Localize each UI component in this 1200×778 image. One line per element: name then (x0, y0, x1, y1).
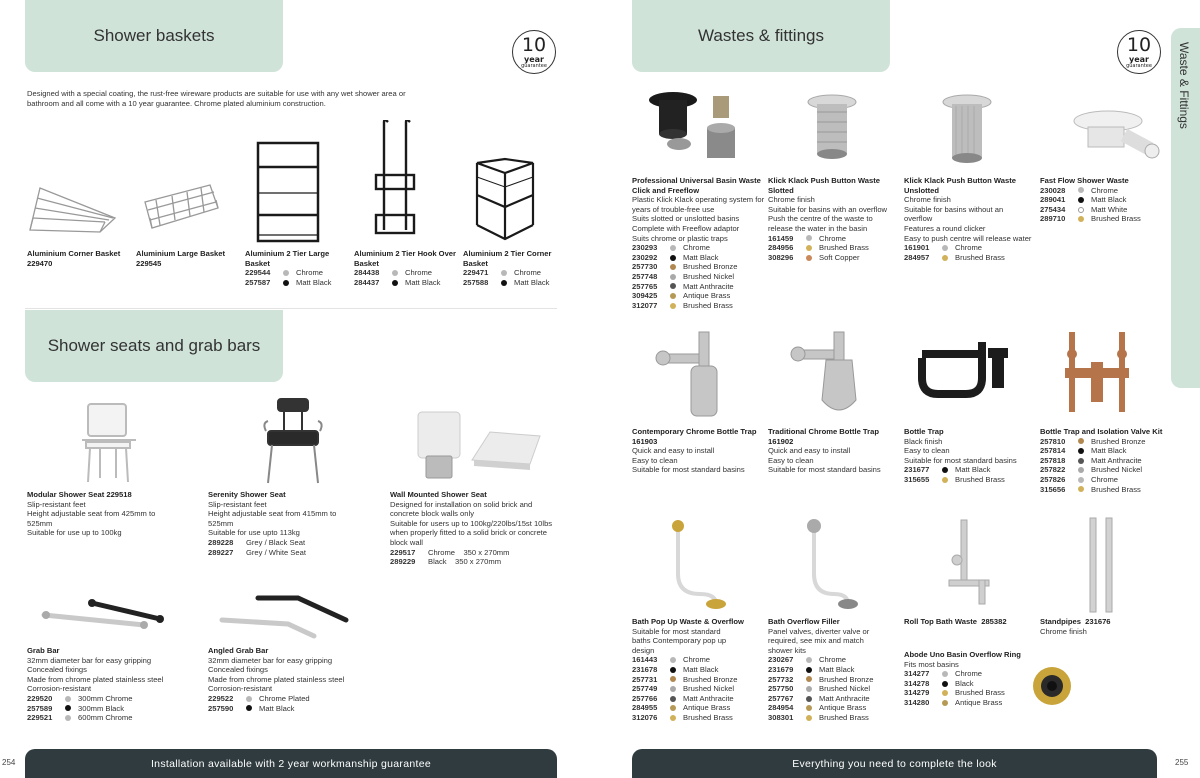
traditional-bottle-trap-image (790, 330, 865, 420)
code-row: 257589 300mm Black (27, 703, 125, 713)
code-row (768, 684, 898, 694)
code-row (1040, 465, 1168, 475)
product-code: 284954 (768, 703, 794, 713)
product-code: 161459 (768, 233, 794, 243)
code-row (904, 669, 1039, 679)
code-row (768, 703, 898, 713)
section-tab-shower-baskets: Shower baskets (25, 0, 283, 72)
corner-basket-image (25, 180, 120, 240)
finish-name: Brushed Nickel (683, 271, 735, 281)
finish-name: Matt Anthracite (683, 281, 734, 291)
product-code: 257748 (632, 271, 658, 281)
grab-bar-image (40, 595, 170, 640)
serenity-shower-seat-image (262, 395, 324, 487)
finish-name: Brushed Bronze (683, 262, 738, 272)
finish-name: Brushed Brass (683, 712, 733, 722)
code-row (632, 262, 767, 272)
finish-swatch (806, 255, 812, 261)
modular-shower-seat-image (80, 398, 140, 486)
finish-codes (632, 243, 767, 310)
code-row (632, 253, 767, 263)
product-code: 257750 (768, 684, 794, 694)
code-row (632, 665, 762, 675)
page-number: 255 (1175, 758, 1189, 767)
finish-swatch (1078, 486, 1084, 492)
intro-text: Designed with a special coating, the rust-free wireware products are suitable for use with any wet shower area or bathroom and all come with a 10 year guarantee. Chrome plated aluminium construction. (27, 89, 406, 108)
finish-name: Brushed Nickel (819, 684, 871, 694)
product-code: 309425 (632, 291, 658, 301)
finish-swatch (1078, 467, 1084, 473)
finish-name: Chrome (819, 233, 847, 243)
code-row (632, 243, 767, 253)
product-code: 257730 (632, 262, 658, 272)
code-row: 289227 Grey / White Seat (208, 547, 306, 557)
bath-overflow-filler-image (800, 518, 865, 613)
side-tab-waste-fittings[interactable]: Waste & Fittings (1171, 28, 1200, 388)
product-two-tier-hook-over-basket: Aluminium 2 Tier Hook Over Basket 284438 Chrome 284437 Matt Black (354, 249, 459, 287)
finish-swatch (806, 686, 812, 692)
finish-name: Brushed Bronze (1091, 436, 1146, 446)
finish-swatch (1078, 207, 1084, 213)
product-code: 308296 (768, 252, 794, 262)
wall-mounted-shower-seat-image (412, 408, 547, 483)
klick-klack-unslotted-image (940, 92, 995, 167)
code-row (1040, 456, 1168, 466)
code-row (632, 694, 762, 704)
product-grab-bar: Grab Bar 32mm diameter bar for easy gripping Concealed fixings Made from chrome plated stainless steel Corrosion-resistant 229520 300mm Chrome 257589 300mm Black 229521 600mm Chrome (27, 646, 192, 723)
finish-swatch (670, 657, 676, 663)
finish-swatch (670, 293, 676, 299)
finish-name: Matt Black (819, 664, 855, 674)
section-tab-shower-seats: Shower seats and grab bars (25, 310, 283, 382)
code-row (904, 698, 1039, 708)
product-code: 257814 (1040, 446, 1066, 456)
finish-swatch (670, 686, 676, 692)
product-code: 314278 (904, 678, 930, 688)
code-row (904, 475, 1034, 485)
finish-name: Brushed Nickel (683, 684, 735, 694)
finish-name: Soft Copper (819, 252, 860, 262)
product-bottle-trap-isolation-kit: Bottle Trap and Isolation Valve Kit 257810 Brushed Bronze 257814 Matt Black 257818 Matt Anthracite 257822 Brushed Nickel 257826 Chrome 315656 Brushed Brass (1040, 427, 1168, 494)
code-row: 229521 600mm Chrome (27, 713, 133, 723)
code-row (632, 703, 762, 713)
finish-swatch (670, 715, 676, 721)
guarantee-badge: 10 year guarantee (512, 30, 556, 74)
contemporary-bottle-trap-image (655, 330, 730, 420)
product-code: 257749 (632, 684, 658, 694)
code-row (904, 688, 1039, 698)
code-row (904, 465, 1034, 475)
product-bath-overflow-filler: Bath Overflow Filler Panel valves, diverter valve or required, see mix and match shower kits 230267 Chrome 231679 Matt Black 257732 Brushed Bronze 257750 Brushed Nickel 257767 Matt Anthracite 284954 Antique Brass 308301 Brushed Brass (768, 617, 898, 723)
finish-swatch (670, 255, 676, 261)
finish-swatch (942, 700, 948, 706)
finish-name: Chrome (683, 243, 711, 253)
finish-codes (1040, 186, 1168, 224)
divider (25, 308, 557, 309)
product-traditional-bottle-trap: Traditional Chrome Bottle Trap 161902 Quick and easy to install Easy to clean Suitable for most standard basins (768, 427, 881, 475)
code-row (632, 655, 762, 665)
product-contemporary-bottle-trap: Contemporary Chrome Bottle Trap 161903 Quick and easy to install Easy to clean Suitable for most standard basins (632, 427, 757, 475)
code-row (632, 291, 767, 301)
finish-swatch (942, 477, 948, 483)
code-row (632, 675, 762, 685)
section-tab-wastes-fittings: Wastes & fittings (632, 0, 890, 72)
finish-name: Brushed Bronze (683, 674, 738, 684)
product-two-tier-large-basket: Aluminium 2 Tier Large Basket 229544 Chrome 257587 Matt Black (245, 249, 350, 287)
standpipes-image (1082, 516, 1122, 616)
product-fast-flow-shower-waste: Fast Flow Shower Waste 230028 Chrome 289041 Matt Black 275434 Matt White 289710 Brushed Brass (1040, 176, 1168, 224)
finish-name: Antique Brass (683, 703, 731, 713)
product-code: 314279 (904, 688, 930, 698)
right-page (600, 0, 1200, 778)
code-row (1040, 437, 1168, 447)
finish-swatch (670, 245, 676, 251)
finish-name: Brushed Brass (955, 688, 1005, 698)
product-two-tier-corner-basket: Aluminium 2 Tier Corner Basket 229471 Chrome 257588 Matt Black (463, 249, 573, 287)
product-code: 230267 (768, 655, 794, 665)
finish-swatch (1078, 438, 1084, 444)
code-row: 284437 Matt Black (354, 277, 441, 287)
finish-swatch (1078, 216, 1084, 222)
product-code: 230028 (1040, 185, 1066, 195)
finish-swatch (942, 467, 948, 473)
product-code: 315656 (1040, 484, 1066, 494)
finish-codes (904, 243, 1032, 262)
code-row (632, 713, 762, 723)
finish-name: Chrome (955, 669, 983, 679)
product-code: 257826 (1040, 474, 1066, 484)
finish-name: Matt Black (1091, 195, 1127, 205)
product-universal-basin-waste: Professional Universal Basin Waste Click and Freeflow Plastic Klick Klack operating system for years of trouble-free use Suits slotted or unslotted basins Complete with Freeflow adaptor Suits chrome or plastic traps 230293 Chrome 230292 Matt Black 257730 Brushed Bronze 257748 Brushed Nickel 257765 Matt Anthracite 309425 Antique Brass 312077 Brushed Brass (632, 176, 767, 310)
code-row (1040, 485, 1168, 495)
product-code: 257765 (632, 281, 658, 291)
finish-swatch (806, 667, 812, 673)
roll-top-bath-waste-image (935, 518, 1005, 613)
finish-codes (904, 669, 1039, 707)
finish-name: Matt Black (955, 465, 991, 475)
product-code: 289041 (1040, 195, 1066, 205)
code-row (768, 665, 898, 675)
code-row: 229520 300mm Chrome (27, 693, 133, 703)
finish-name: Brushed Brass (955, 474, 1005, 484)
finish-swatch (1078, 477, 1084, 483)
finish-swatch (670, 283, 676, 289)
product-code: 284955 (632, 703, 658, 713)
two-tier-hook-over-basket-image (370, 120, 420, 245)
product-code: 308301 (768, 712, 794, 722)
finish-name: Matt White (1091, 204, 1128, 214)
product-code: 231679 (768, 664, 794, 674)
product-code: 257822 (1040, 465, 1066, 475)
finish-swatch (1078, 458, 1084, 464)
fast-flow-shower-waste-image (1070, 105, 1160, 170)
product-code: 289710 (1040, 214, 1066, 224)
finish-name: Black (955, 678, 974, 688)
finish-swatch (942, 681, 948, 687)
finish-codes (768, 234, 896, 263)
code-row (632, 684, 762, 694)
code-row: 289228 Grey / Black Seat (208, 537, 306, 547)
code-row (1040, 214, 1168, 224)
finish-swatch (942, 245, 948, 251)
product-serenity-shower-seat: Serenity Shower Seat Slip-resistant feet Height adjustable seat from 415mm to 525mm Suitable for use upto 113kg 289228 Grey / Black Seat 289227 Grey / White Seat (208, 490, 363, 557)
bath-pop-up-waste-image (660, 518, 730, 613)
code-row (632, 272, 767, 282)
finish-name: Brushed Bronze (819, 674, 874, 684)
code-row (904, 243, 1032, 253)
finish-name: Brushed Brass (683, 300, 733, 310)
finish-swatch (806, 657, 812, 663)
product-code: 257732 (768, 674, 794, 684)
code-row (768, 655, 898, 665)
code-row (768, 694, 898, 704)
finish-swatch (806, 235, 812, 241)
product-aluminium-large-basket: Aluminium Large Basket 229545 (136, 249, 226, 268)
code-row (768, 253, 896, 263)
finish-name: Matt Black (683, 252, 719, 262)
two-tier-corner-basket-image (467, 155, 542, 245)
code-row (768, 243, 896, 253)
finish-swatch (806, 715, 812, 721)
product-code: 257818 (1040, 455, 1066, 465)
code-row: 229471 Chrome (463, 268, 542, 278)
finish-name: Brushed Nickel (1091, 465, 1143, 475)
finish-name: Chrome (1091, 185, 1119, 195)
finish-swatch (1078, 197, 1084, 203)
code-row: 257587 Matt Black (245, 277, 332, 287)
finish-swatch (806, 676, 812, 682)
finish-swatch (670, 705, 676, 711)
footer-banner: Installation available with 2 year workmanship guarantee (25, 749, 557, 778)
product-code: 231678 (632, 664, 658, 674)
finish-name: Brushed Brass (819, 243, 869, 253)
finish-name: Matt Anthracite (819, 693, 870, 703)
finish-name: Matt Black (1091, 446, 1127, 456)
product-klick-klack-slotted: Klick Klack Push Button Waste Slotted Chrome finish Suitable for basins with an overflow Push the centre of the waste to release the water in the basin 161459 Chrome 284956 Brushed Brass 308296 Soft Copper (768, 176, 896, 262)
code-row (1040, 446, 1168, 456)
product-code: 314277 (904, 669, 930, 679)
code-row (632, 282, 767, 292)
code-row (1040, 186, 1168, 196)
product-code: 312076 (632, 712, 658, 722)
code-row: 229522 Chrome Plated (208, 693, 310, 703)
finish-name: Chrome (819, 655, 847, 665)
page-number: 254 (2, 758, 16, 767)
code-row (904, 679, 1039, 689)
finish-swatch (670, 264, 676, 270)
finish-swatch (670, 303, 676, 309)
code-row: 229544 Chrome (245, 268, 324, 278)
finish-codes (904, 465, 1034, 484)
finish-name: Matt Anthracite (683, 693, 734, 703)
product-code: 161901 (904, 243, 930, 253)
black-bottle-trap-image (918, 338, 1018, 398)
product-abode-overflow-ring: Abode Uno Basin Overflow Ring Fits most basins 314277 Chrome 314278 Black 314279 Brushed Brass 314280 Antique Brass (904, 650, 1039, 708)
product-code: 284957 (904, 252, 930, 262)
product-code: 230292 (632, 252, 658, 262)
two-tier-large-basket-image (250, 135, 325, 245)
product-code: 161443 (632, 655, 658, 665)
product-roll-top-bath-waste: Roll Top Bath Waste 285382 (904, 617, 1007, 626)
code-row (768, 713, 898, 723)
product-code: 315655 (904, 474, 930, 484)
finish-swatch (670, 274, 676, 280)
product-klick-klack-unslotted: Klick Klack Push Button Waste Unslotted Chrome finish Suitable for basins without an overflow Features a round clicker Easy to push centre will release water 161901 Chrome 284957 Brushed Brass (904, 176, 1032, 262)
finish-name: Brushed Brass (955, 252, 1005, 262)
code-row: 257590 Matt Black (208, 703, 295, 713)
finish-name: Matt Anthracite (1091, 455, 1142, 465)
product-code: 314280 (904, 697, 930, 707)
finish-swatch (670, 676, 676, 682)
finish-swatch (806, 696, 812, 702)
product-standpipes: Standpipes 231676 Chrome finish (1040, 617, 1111, 636)
finish-name: Antique Brass (955, 697, 1003, 707)
product-aluminium-corner-basket: Aluminium Corner Basket 229470 (27, 249, 121, 268)
code-row (1040, 475, 1168, 485)
finish-swatch (942, 671, 948, 677)
finish-name: Antique Brass (819, 703, 867, 713)
code-row: 229517 Chrome 350 x 270mm (390, 547, 510, 557)
code-row: 257588 Matt Black (463, 277, 550, 287)
finish-name: Chrome (955, 243, 983, 253)
finish-codes (768, 655, 898, 722)
code-row (768, 234, 896, 244)
finish-name: Antique Brass (683, 291, 731, 301)
finish-name: Matt Black (683, 664, 719, 674)
product-code: 257767 (768, 693, 794, 703)
code-row: 289229 Black 350 x 270mm (390, 557, 502, 567)
klick-klack-slotted-image (805, 92, 860, 162)
code-row (904, 253, 1032, 263)
footer-banner: Everything you need to complete the look (632, 749, 1157, 778)
code-row (632, 301, 767, 311)
finish-swatch (806, 245, 812, 251)
finish-swatch (1078, 187, 1084, 193)
finish-swatch (942, 255, 948, 261)
product-modular-shower-seat: Modular Shower Seat 229518 Slip-resistant feet Height adjustable seat from 425mm to 525mm Suitable for use up to 100kg (27, 490, 156, 538)
universal-basin-waste-image (645, 88, 745, 168)
finish-name: Brushed Brass (1091, 484, 1141, 494)
code-row: 284438 Chrome (354, 268, 433, 278)
finish-swatch (1078, 448, 1084, 454)
large-basket-image (140, 180, 225, 240)
product-wall-mounted-shower-seat: Wall Mounted Shower Seat Designed for installation on solid brick and concrete block walls only Suitable for users up to 100kg/220lbs/15st 10lbs when properly fitted to a solid brick or concrete block wall 229517 Chrome 350 x 270mm 289229 Black 350 x 270mm (390, 490, 555, 567)
angled-grab-bar-image (218, 590, 353, 640)
finish-name: Chrome (683, 655, 711, 665)
finish-swatch (942, 690, 948, 696)
product-code: 312077 (632, 300, 658, 310)
finish-swatch (670, 667, 676, 673)
finish-swatch (670, 696, 676, 702)
finish-codes (632, 655, 762, 722)
finish-swatch (806, 705, 812, 711)
product-code: 231677 (904, 465, 930, 475)
finish-name: Chrome (1091, 474, 1119, 484)
product-code: 275434 (1040, 204, 1066, 214)
code-row (768, 675, 898, 685)
bottle-trap-isolation-kit-image (1055, 328, 1140, 423)
product-code: 257766 (632, 693, 658, 703)
product-angled-grab-bar: Angled Grab Bar 32mm diameter bar for easy gripping Concealed fixings Made from chrome plated stainless steel Corrosion-resistant 229522 Chrome Plated 257590 Matt Black (208, 646, 373, 713)
product-code: 257731 (632, 674, 658, 684)
code-row (1040, 205, 1168, 215)
product-code: 284956 (768, 243, 794, 253)
finish-name: Brushed Brass (819, 712, 869, 722)
finish-codes (1040, 437, 1168, 495)
finish-name: Brushed Brass (1091, 214, 1141, 224)
product-code: 257810 (1040, 436, 1066, 446)
code-row (1040, 195, 1168, 205)
product-bottle-trap: Bottle Trap Black finish Easy to clean Suitable for most standard basins 231677 Matt Black 315655 Brushed Brass (904, 427, 1034, 485)
product-code: 230293 (632, 243, 658, 253)
product-bath-pop-up-waste: Bath Pop Up Waste & Overflow Suitable for most standard baths Contemporary pop up design 161443 Chrome 231678 Matt Black 257731 Brushed Bronze 257749 Brushed Nickel 257766 Matt Anthracite 284955 Antique Brass 312076 Brushed Brass (632, 617, 762, 723)
abode-overflow-ring-image (1030, 664, 1075, 709)
guarantee-badge: 10 year guarantee (1117, 30, 1161, 74)
